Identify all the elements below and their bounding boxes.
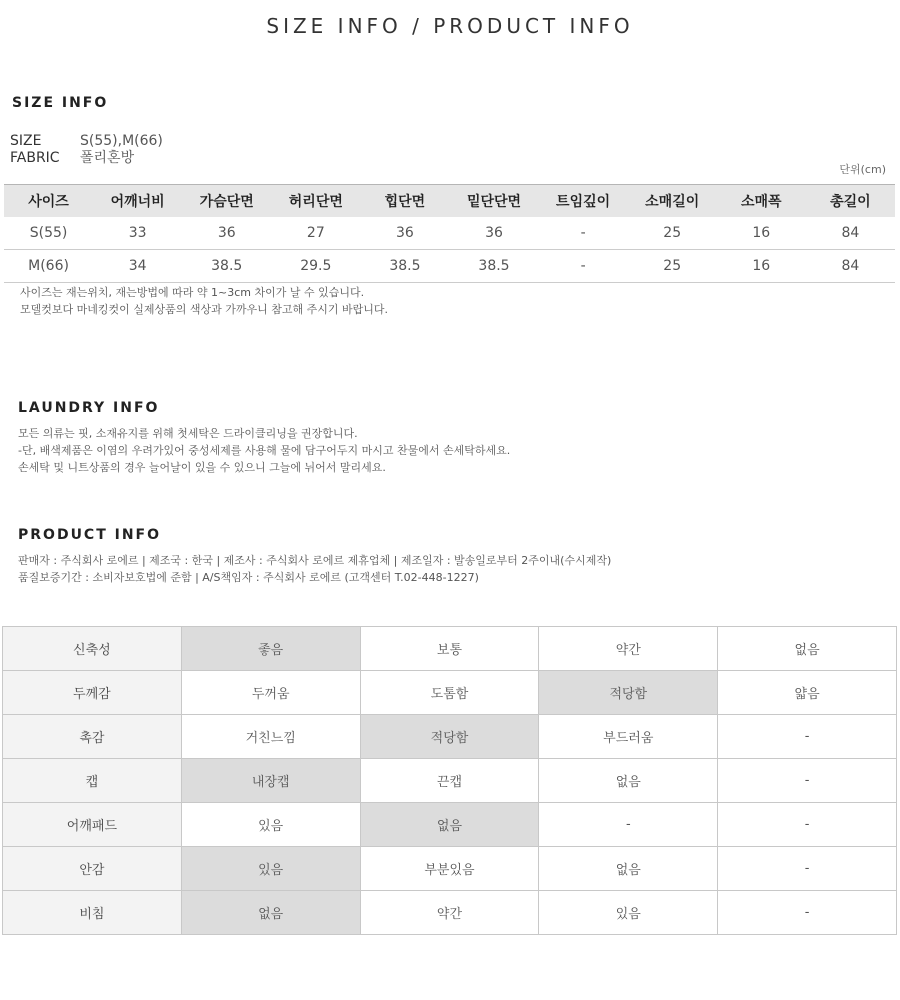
- header-cell: 트임깊이: [539, 185, 628, 218]
- quality-option: -: [718, 803, 897, 847]
- quality-option: 없음: [181, 891, 360, 935]
- table-cell: 34: [93, 250, 182, 283]
- table-cell: -: [539, 250, 628, 283]
- quality-row: [3, 627, 897, 671]
- quality-option: 없음: [539, 759, 718, 803]
- quality-row: [3, 759, 897, 803]
- quality-option: 약간: [360, 891, 539, 935]
- quality-row-label: 두께감: [3, 671, 182, 715]
- fabric-label: FABRIC: [10, 150, 60, 166]
- header-cell: 총길이: [806, 185, 895, 218]
- size-table-header-row: [4, 185, 895, 218]
- quality-option: 보통: [360, 627, 539, 671]
- quality-option: -: [718, 759, 897, 803]
- quality-option: 부드러움: [539, 715, 718, 759]
- quality-row-label: 비침: [3, 891, 182, 935]
- header-cell: 가슴단면: [182, 185, 271, 218]
- size-value: S(55),M(66): [80, 133, 163, 149]
- quality-row-label: 어깨패드: [3, 803, 182, 847]
- table-row: [4, 217, 895, 250]
- quality-row: [3, 803, 897, 847]
- quality-option: 약간: [539, 627, 718, 671]
- quality-table: [2, 626, 897, 935]
- size-table: [4, 184, 895, 283]
- quality-option: 부분있음: [360, 847, 539, 891]
- quality-option: 적당함: [360, 715, 539, 759]
- laundry-notes: [18, 425, 510, 476]
- table-cell: 38.5: [360, 250, 449, 283]
- product-notes: [18, 552, 611, 586]
- header-cell: 소매폭: [717, 185, 806, 218]
- table-cell: 16: [717, 250, 806, 283]
- quality-option: 도톰함: [360, 671, 539, 715]
- quality-row: [3, 671, 897, 715]
- quality-option: 있음: [181, 803, 360, 847]
- page-title: SIZE INFO / PRODUCT INFO: [266, 14, 634, 38]
- table-cell: 27: [271, 217, 360, 250]
- quality-row-label: 촉감: [3, 715, 182, 759]
- table-cell: 36: [360, 217, 449, 250]
- quality-row: [3, 847, 897, 891]
- note-line: 사이즈는 재는위치, 재는방법에 따라 약 1~3cm 차이가 날 수 있습니다.: [20, 286, 365, 299]
- size-spec-row: [10, 133, 163, 150]
- table-cell: 25: [628, 250, 717, 283]
- header-cell: 사이즈: [4, 185, 93, 218]
- header-cell: 힙단면: [360, 185, 449, 218]
- quality-option: 두꺼움: [181, 671, 360, 715]
- quality-option: 거친느낌: [181, 715, 360, 759]
- table-cell: 84: [806, 250, 895, 283]
- table-row: [4, 250, 895, 283]
- quality-row-label: 신축성: [3, 627, 182, 671]
- table-cell: S(55): [4, 217, 93, 250]
- table-cell: M(66): [4, 250, 93, 283]
- header-cell: 소매길이: [628, 185, 717, 218]
- size-info-heading: SIZE INFO: [12, 95, 109, 111]
- table-cell: 33: [93, 217, 182, 250]
- note-line: 품질보증기간 : 소비자보호법에 준함 | A/S책임자 : 주식회사 로에르 (고객센터 T.02-448-1227): [18, 571, 479, 584]
- table-cell: 29.5: [271, 250, 360, 283]
- quality-option: 있음: [181, 847, 360, 891]
- quality-option: 없음: [718, 627, 897, 671]
- quality-row: [3, 715, 897, 759]
- quality-option: -: [718, 715, 897, 759]
- quality-option: 얇음: [718, 671, 897, 715]
- quality-option: 끈캡: [360, 759, 539, 803]
- table-cell: 16: [717, 217, 806, 250]
- note-line: 판매자 : 주식회사 로에르 | 제조국 : 한국 | 제조사 : 주식회사 로에르 제휴업체 | 제조일자 : 발송일로부터 2주이내(수시제작): [18, 554, 612, 567]
- table-cell: 38.5: [449, 250, 538, 283]
- quality-option: -: [718, 891, 897, 935]
- size-notes: [20, 284, 388, 318]
- header-cell: 어깨너비: [93, 185, 182, 218]
- note-line: 손세탁 및 니트상품의 경우 늘어날이 있을 수 있으니 그늘에 뉘어서 말리세요.: [18, 461, 386, 474]
- note-line: 모델컷보다 마네킹컷이 실제상품의 색상과 가까우니 참고해 주시기 바랍니다.: [20, 303, 389, 316]
- quality-option: 없음: [539, 847, 718, 891]
- quality-option: -: [539, 803, 718, 847]
- laundry-info-heading: LAUNDRY INFO: [18, 400, 160, 416]
- quality-option: -: [718, 847, 897, 891]
- quality-option: 내장캡: [181, 759, 360, 803]
- header-cell: 밑단단면: [449, 185, 538, 218]
- table-cell: -: [539, 217, 628, 250]
- quality-option: 좋음: [181, 627, 360, 671]
- product-info-heading: PRODUCT INFO: [18, 527, 162, 543]
- size-label: SIZE: [10, 133, 42, 149]
- header-cell: 허리단면: [271, 185, 360, 218]
- quality-option: 적당함: [539, 671, 718, 715]
- table-cell: 25: [628, 217, 717, 250]
- spec-block: [10, 133, 163, 167]
- table-cell: 84: [806, 217, 895, 250]
- note-line: -단, 배색제품은 이염의 우려가있어 중성세제를 사용해 물에 담구어두지 마시고 찬물에서 손세탁하세요.: [18, 444, 511, 457]
- quality-row-label: 캡: [3, 759, 182, 803]
- note-line: 모든 의류는 핏, 소재유지를 위해 첫세탁은 드라이클리닝을 권장합니다.: [18, 427, 358, 440]
- quality-option: 있음: [539, 891, 718, 935]
- table-cell: 38.5: [182, 250, 271, 283]
- quality-row: [3, 891, 897, 935]
- quality-option: 없음: [360, 803, 539, 847]
- unit-label: 단위(cm): [839, 163, 886, 176]
- quality-row-label: 안감: [3, 847, 182, 891]
- table-cell: 36: [449, 217, 538, 250]
- fabric-value: 폴리혼방: [80, 150, 135, 166]
- fabric-spec-row: [10, 150, 163, 167]
- table-cell: 36: [182, 217, 271, 250]
